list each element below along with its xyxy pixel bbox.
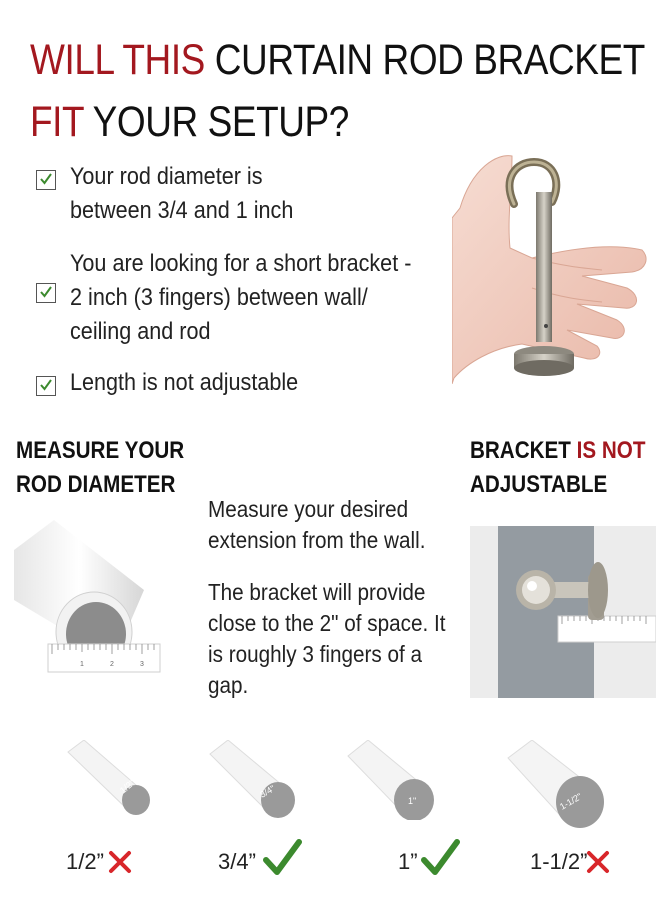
checklist-text: ceiling and rod xyxy=(70,318,211,345)
checklist-text: between 3/4 and 1 inch xyxy=(70,197,294,224)
heading-line: MEASURE YOUR xyxy=(16,437,185,464)
adjust-heading xyxy=(470,434,645,502)
ruler-number: 1 xyxy=(80,661,84,668)
checklist-item-2 xyxy=(70,247,411,349)
checkbox-icon xyxy=(36,170,56,190)
checkbox-icon xyxy=(36,376,56,396)
instruction-line: extension from the wall. xyxy=(208,527,426,553)
title-line-2 xyxy=(30,98,349,146)
pipe-one-inch xyxy=(346,740,436,820)
pipe-size-label: 1/2" xyxy=(117,777,137,796)
heading-line: ROD DIAMETER xyxy=(16,471,176,498)
title-highlight: FIT xyxy=(30,98,84,146)
checklist-item-1 xyxy=(70,160,293,228)
size-label-one-and-half: 1-1/2” xyxy=(530,849,588,874)
hand-holding-bracket-photo xyxy=(452,148,650,384)
size-label-three-quarter: 3/4” xyxy=(218,849,256,874)
pipe-one-and-half-inch xyxy=(506,740,606,830)
pipe-size-label: 3/4" xyxy=(258,783,277,800)
cross-icon xyxy=(586,850,610,874)
heading-text: BRACKET xyxy=(470,437,571,464)
title-text: YOUR SETUP? xyxy=(92,98,349,146)
bracket-space-description xyxy=(208,577,445,701)
description-line: The bracket will provide xyxy=(208,579,426,605)
description-line: gap. xyxy=(208,672,249,698)
pipe-size-label: 1-1/2" xyxy=(558,791,584,812)
title-highlight: WILL THIS xyxy=(30,36,205,84)
cross-icon xyxy=(108,850,132,874)
extension-instructions xyxy=(208,494,425,556)
checklist-item-3 xyxy=(70,366,298,400)
ruler-number: 3 xyxy=(140,661,144,668)
title-text: CURTAIN ROD BRACKET xyxy=(214,36,645,84)
pipe-size-label: 1" xyxy=(408,796,417,806)
size-label-half: 1/2” xyxy=(66,849,104,874)
check-icon xyxy=(420,838,460,878)
title-line-1 xyxy=(30,36,645,84)
heading-line xyxy=(470,434,645,468)
bracket-on-wall-image xyxy=(470,526,656,698)
heading-line: ADJUSTABLE xyxy=(470,471,608,498)
checklist-text: 2 inch (3 fingers) between wall/ xyxy=(70,284,368,311)
instruction-line: Measure your desired xyxy=(208,496,409,522)
checklist-text: Length is not adjustable xyxy=(70,369,299,396)
checklist-text: Your rod diameter is xyxy=(70,163,263,190)
check-icon xyxy=(262,838,302,878)
pipe-three-quarter-inch xyxy=(208,740,298,820)
description-line: close to the 2" of space. It xyxy=(208,610,446,636)
pipe-half-inch xyxy=(66,740,156,820)
checkbox-icon xyxy=(36,283,56,303)
measure-heading xyxy=(16,434,184,502)
description-line: is roughly 3 fingers of a xyxy=(208,641,423,667)
heading-highlight: IS NOT xyxy=(576,437,646,464)
size-label-one: 1” xyxy=(398,849,418,874)
rod-diameter-measurement-image xyxy=(14,520,164,690)
ruler-number: 2 xyxy=(110,661,114,668)
checklist-text: You are looking for a short bracket - xyxy=(70,250,412,277)
